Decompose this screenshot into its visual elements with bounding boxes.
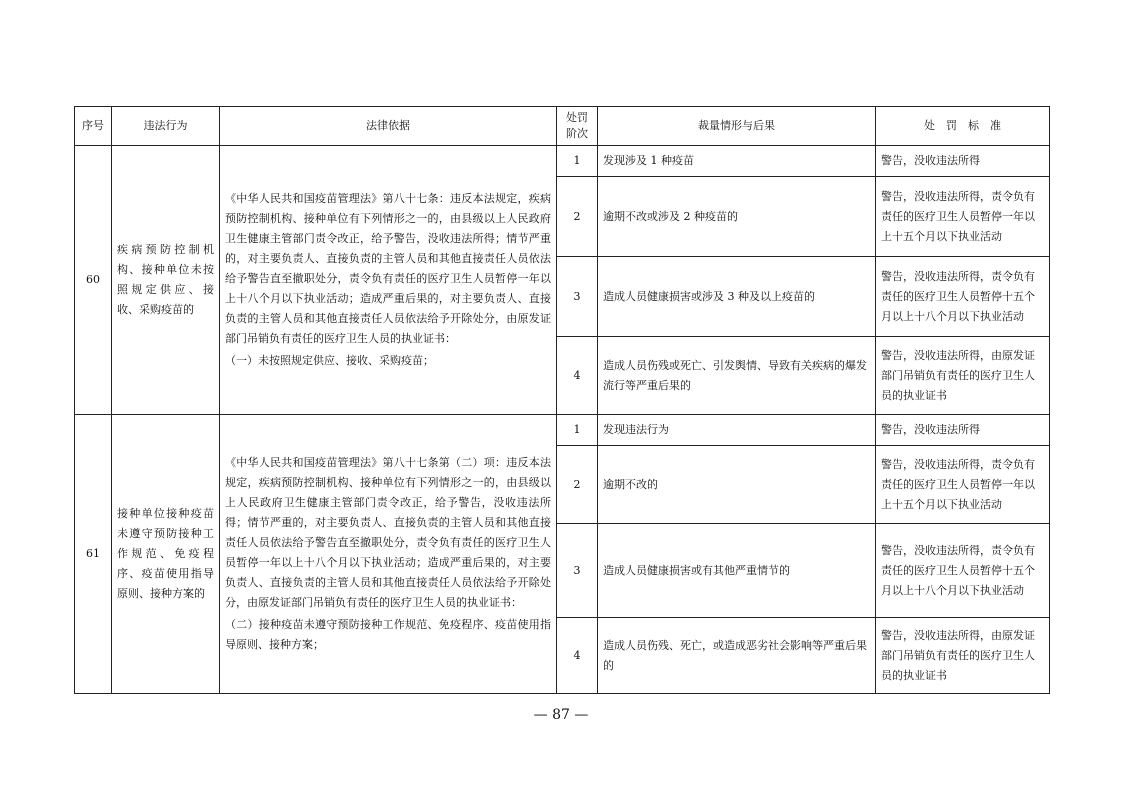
circumstance: 造成人员健康损害或有其他严重情节的	[598, 524, 876, 618]
penalty-level: 1	[557, 415, 598, 446]
penalty-standard: 警告，没收违法所得，责令负有责任的医疗卫生人员暂停一年以上十五个月以下执业活动	[876, 177, 1050, 257]
penalty-standard: 警告，没收违法所得	[876, 415, 1050, 446]
header-row	[75, 107, 1050, 146]
header-penalty: 处 罚 标 准	[876, 107, 1050, 146]
penalty-standard: 警告，没收违法所得，由原发证部门吊销负有责任的医疗卫生人员的执业证书	[876, 337, 1050, 415]
table-row	[75, 415, 1050, 446]
penalty-level: 3	[557, 524, 598, 618]
header-no: 序号	[75, 107, 112, 146]
legal-basis-item: （一）未按照规定供应、接收、采购疫苗；	[225, 354, 434, 367]
violation-behavior: 接种单位接种疫苗未遵守预防接种工作规范、免疫程序、疫苗使用指导原则、接种方案的	[112, 415, 220, 694]
legal-basis-text: 《中华人民共和国疫苗管理法》第八十七条：违反本法规定，疾病预防控制机构、接种单位有下列情形之一的，由县级以上人民政府卫生健康主管部门责令改正，给予警告，没收违法所得；情节严重的，对主要负责人、直接负责的主管人员和其他直接责任人员依法给予警告直至撤职处分，责令负有责任的医疗卫生人员暂停一年以上十八个月以下执业活动；造成严重后果的，对主要负责人、直接负责的主管人员和其他直接责任人员依法给予开除处分，由原发证部门吊销负有责任的医疗卫生人员的执业证书：	[225, 192, 551, 345]
table-row	[75, 146, 1050, 177]
legal-basis	[220, 146, 557, 415]
penalty-standard: 警告，没收违法所得，责令负有责任的医疗卫生人员暂停十五个月以上十八个月以下执业活动	[876, 257, 1050, 337]
circumstance: 造成人员伤残、死亡，或造成恶劣社会影响等严重后果的	[598, 618, 876, 694]
circumstance: 逾期不改的	[598, 446, 876, 524]
penalty-level: 2	[557, 177, 598, 257]
penalty-standard: 警告，没收违法所得，责令负有责任的医疗卫生人员暂停一年以上十五个月以下执业活动	[876, 446, 1050, 524]
legal-basis-text: 《中华人民共和国疫苗管理法》第八十七条第（二）项：违反本法规定，疾病预防控制机构、接种单位有下列情形之一的，由县级以上人民政府卫生健康主管部门责令改正，给予警告，没收违法所得；情节严重的，对主要负责人、直接负责的主管人员和其他直接责任人员依法给予警告直至撤职处分，责令负有责任的医疗卫生人员暂停一年以上十八个月以下执业活动；造成严重后果的，对主要负责人、直接负责的主管人员和其他直接责任人员依法给予开除处分，由原发证部门吊销负有责任的医疗卫生人员的执业证书：	[225, 456, 551, 609]
penalty-level: 3	[557, 257, 598, 337]
legal-basis	[220, 415, 557, 694]
page-number: — 87 —	[533, 707, 589, 723]
circumstance: 造成人员健康损害或涉及 3 种及以上疫苗的	[598, 257, 876, 337]
penalty-level: 2	[557, 446, 598, 524]
penalty-standard: 警告，没收违法所得，由原发证部门吊销负有责任的医疗卫生人员的执业证书	[876, 618, 1050, 694]
circumstance: 发现违法行为	[598, 415, 876, 446]
penalty-level: 1	[557, 146, 598, 177]
record-number: 61	[75, 415, 112, 694]
penalty-standard-table	[74, 106, 1050, 694]
circumstance: 逾期不改或涉及 2 种疫苗的	[598, 177, 876, 257]
header-level: 处罚阶次	[557, 107, 598, 146]
circumstance: 造成人员伤残或死亡、引发舆情、导致有关疾病的爆发流行等严重后果的	[598, 337, 876, 415]
penalty-standard: 警告，没收违法所得	[876, 146, 1050, 177]
record-number: 60	[75, 146, 112, 415]
penalty-level: 4	[557, 618, 598, 694]
header-circumstance: 裁量情形与后果	[598, 107, 876, 146]
penalty-standard: 警告，没收违法所得，责令负有责任的医疗卫生人员暂停十五个月以上十八个月以下执业活动	[876, 524, 1050, 618]
legal-basis-item: （二）接种疫苗未遵守预防接种工作规范、免疫程序、疫苗使用指导原则、接种方案；	[225, 618, 551, 651]
circumstance: 发现涉及 1 种疫苗	[598, 146, 876, 177]
header-legal-basis: 法律依据	[220, 107, 557, 146]
violation-behavior: 疾病预防控制机构、接种单位未按照规定供应、接收、采购疫苗的	[112, 146, 220, 415]
penalty-level: 4	[557, 337, 598, 415]
header-behavior: 违法行为	[112, 107, 220, 146]
